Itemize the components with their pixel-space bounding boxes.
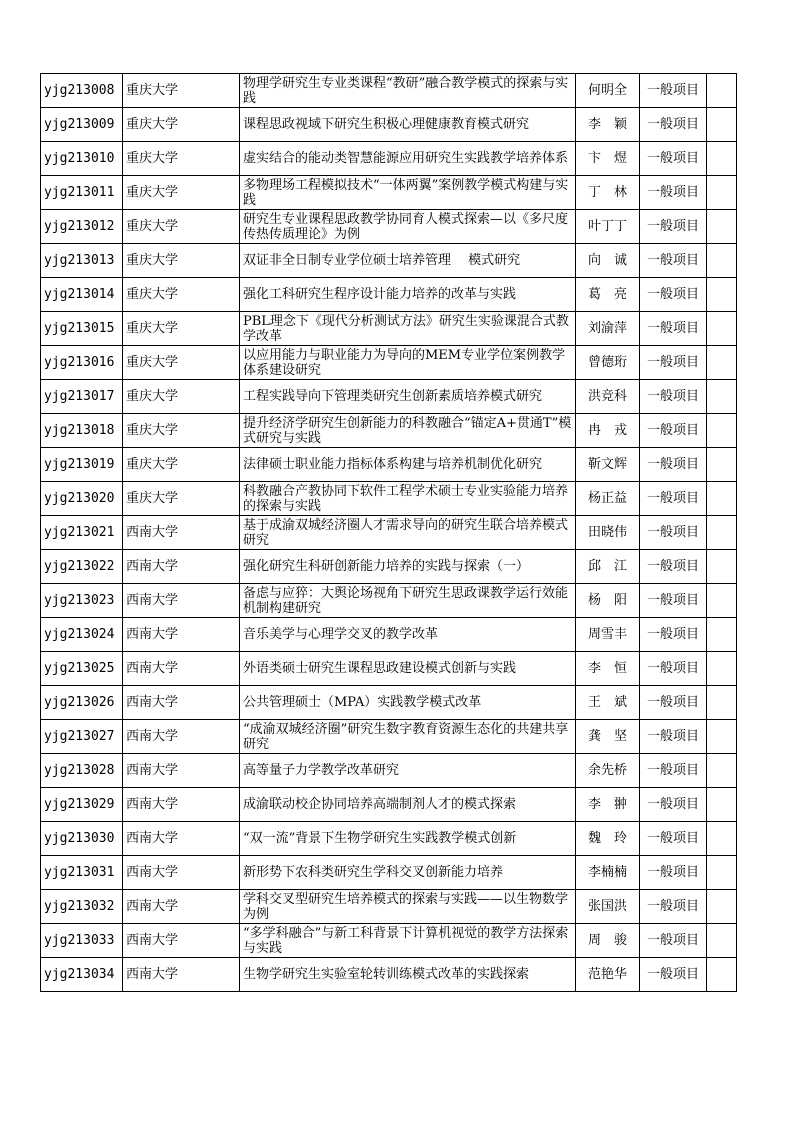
leader-cell: 杨 阳 <box>576 584 640 618</box>
project-id-cell: yjg213029 <box>41 788 123 822</box>
school-cell: 重庆大学 <box>123 380 240 414</box>
project-type-cell: 一般项目 <box>640 516 707 550</box>
school-cell: 重庆大学 <box>123 278 240 312</box>
project-title-cell: 新形势下农科类研究生学科交叉创新能力培养 <box>240 856 576 890</box>
project-type-cell: 一般项目 <box>640 74 707 108</box>
leader-cell: 李 颖 <box>576 108 640 142</box>
table-row <box>41 108 737 142</box>
project-id-cell: yjg213020 <box>41 482 123 516</box>
project-title-cell: 基于成渝双城经济圈人才需求导向的研究生联合培养模式研究 <box>240 516 576 550</box>
school-cell: 西南大学 <box>123 958 240 992</box>
school-cell: 西南大学 <box>123 584 240 618</box>
school-cell: 西南大学 <box>123 618 240 652</box>
project-id-cell: yjg213017 <box>41 380 123 414</box>
table-row <box>41 890 737 924</box>
note-cell <box>707 244 737 278</box>
table-row <box>41 958 737 992</box>
note-cell <box>707 414 737 448</box>
project-type-cell: 一般项目 <box>640 788 707 822</box>
project-id-cell: yjg213026 <box>41 686 123 720</box>
leader-cell: 葛 亮 <box>576 278 640 312</box>
school-cell: 重庆大学 <box>123 482 240 516</box>
project-title-cell: 强化研究生科研创新能力培养的实践与探索（一） <box>240 550 576 584</box>
project-type-cell: 一般项目 <box>640 278 707 312</box>
note-cell <box>707 448 737 482</box>
table-row <box>41 822 737 856</box>
table-row <box>41 482 737 516</box>
school-cell: 西南大学 <box>123 652 240 686</box>
project-id-cell: yjg213028 <box>41 754 123 788</box>
note-cell <box>707 346 737 380</box>
project-id-cell: yjg213008 <box>41 74 123 108</box>
table-row <box>41 652 737 686</box>
project-type-cell: 一般项目 <box>640 414 707 448</box>
project-id-cell: yjg213021 <box>41 516 123 550</box>
table-row <box>41 516 737 550</box>
leader-cell: 田晓伟 <box>576 516 640 550</box>
project-type-cell: 一般项目 <box>640 890 707 924</box>
table-row <box>41 414 737 448</box>
project-id-cell: yjg213013 <box>41 244 123 278</box>
leader-cell: 范艳华 <box>576 958 640 992</box>
project-title-cell: 多物理场工程模拟技术“一体两翼”案例教学模式构建与实践 <box>240 176 576 210</box>
project-title-cell: 生物学研究生实验室轮转训练模式改革的实践探索 <box>240 958 576 992</box>
note-cell <box>707 856 737 890</box>
note-cell <box>707 176 737 210</box>
school-cell: 西南大学 <box>123 856 240 890</box>
table-row <box>41 550 737 584</box>
project-table <box>40 73 737 992</box>
note-cell <box>707 822 737 856</box>
school-cell: 西南大学 <box>123 822 240 856</box>
project-id-cell: yjg213032 <box>41 890 123 924</box>
project-title-cell: 双证非全日制专业学位硕士培养管理 模式研究 <box>240 244 576 278</box>
project-title-cell: 以应用能力与职业能力为导向的MEM专业学位案例教学体系建设研究 <box>240 346 576 380</box>
leader-cell: 靳文辉 <box>576 448 640 482</box>
note-cell <box>707 210 737 244</box>
school-cell: 重庆大学 <box>123 176 240 210</box>
project-type-cell: 一般项目 <box>640 176 707 210</box>
table-row <box>41 312 737 346</box>
project-title-cell: 成渝联动校企协同培养高端制剂人才的模式探索 <box>240 788 576 822</box>
school-cell: 重庆大学 <box>123 108 240 142</box>
project-title-cell: 学科交叉型研究生培养模式的探索与实践——以生物数学为例 <box>240 890 576 924</box>
project-title-cell: 高等量子力学教学改革研究 <box>240 754 576 788</box>
school-cell: 西南大学 <box>123 924 240 958</box>
leader-cell: 余先桥 <box>576 754 640 788</box>
project-title-cell: “双一流”背景下生物学研究生实践教学模式创新 <box>240 822 576 856</box>
school-cell: 重庆大学 <box>123 346 240 380</box>
project-title-cell: 科教融合产教协同下软件工程学术硕士专业实验能力培养的探索与实践 <box>240 482 576 516</box>
leader-cell: 魏 玲 <box>576 822 640 856</box>
project-title-cell: 虚实结合的能动类智慧能源应用研究生实践教学培养体系 <box>240 142 576 176</box>
project-title-cell: 工程实践导向下管理类研究生创新素质培养模式研究 <box>240 380 576 414</box>
table-row <box>41 924 737 958</box>
project-title-cell: 研究生专业课程思政教学协同育人模式探索—以《多尺度传热传质理论》为例 <box>240 210 576 244</box>
project-table-body <box>41 74 737 992</box>
table-row <box>41 244 737 278</box>
project-id-cell: yjg213014 <box>41 278 123 312</box>
table-row <box>41 686 737 720</box>
project-id-cell: yjg213012 <box>41 210 123 244</box>
table-row <box>41 74 737 108</box>
leader-cell: 杨正益 <box>576 482 640 516</box>
note-cell <box>707 618 737 652</box>
project-type-cell: 一般项目 <box>640 754 707 788</box>
project-id-cell: yjg213015 <box>41 312 123 346</box>
project-title-cell: 物理学研究生专业类课程“教研”融合教学模式的探索与实践 <box>240 74 576 108</box>
leader-cell: 叶丁丁 <box>576 210 640 244</box>
table-row <box>41 788 737 822</box>
leader-cell: 向 诚 <box>576 244 640 278</box>
table-row <box>41 210 737 244</box>
school-cell: 重庆大学 <box>123 244 240 278</box>
project-type-cell: 一般项目 <box>640 720 707 754</box>
school-cell: 西南大学 <box>123 550 240 584</box>
project-type-cell: 一般项目 <box>640 312 707 346</box>
project-type-cell: 一般项目 <box>640 822 707 856</box>
leader-cell: 何明全 <box>576 74 640 108</box>
project-id-cell: yjg213034 <box>41 958 123 992</box>
table-row <box>41 618 737 652</box>
table-row <box>41 278 737 312</box>
note-cell <box>707 278 737 312</box>
project-id-cell: yjg213018 <box>41 414 123 448</box>
leader-cell: 王 斌 <box>576 686 640 720</box>
table-row <box>41 754 737 788</box>
project-id-cell: yjg213025 <box>41 652 123 686</box>
project-id-cell: yjg213024 <box>41 618 123 652</box>
leader-cell: 周雪丰 <box>576 618 640 652</box>
project-title-cell: 课程思政视域下研究生积极心理健康教育模式研究 <box>240 108 576 142</box>
leader-cell: 刘渝萍 <box>576 312 640 346</box>
project-title-cell: 公共管理硕士（MPA）实践教学模式改革 <box>240 686 576 720</box>
project-id-cell: yjg213030 <box>41 822 123 856</box>
project-title-cell: 强化工科研究生程序设计能力培养的改革与实践 <box>240 278 576 312</box>
note-cell <box>707 686 737 720</box>
table-row <box>41 448 737 482</box>
table-row <box>41 142 737 176</box>
note-cell <box>707 652 737 686</box>
note-cell <box>707 142 737 176</box>
project-type-cell: 一般项目 <box>640 618 707 652</box>
table-row <box>41 856 737 890</box>
project-type-cell: 一般项目 <box>640 380 707 414</box>
project-type-cell: 一般项目 <box>640 108 707 142</box>
school-cell: 西南大学 <box>123 754 240 788</box>
leader-cell: 洪竞科 <box>576 380 640 414</box>
project-id-cell: yjg213011 <box>41 176 123 210</box>
school-cell: 西南大学 <box>123 788 240 822</box>
school-cell: 西南大学 <box>123 720 240 754</box>
project-type-cell: 一般项目 <box>640 244 707 278</box>
leader-cell: 邱 江 <box>576 550 640 584</box>
project-type-cell: 一般项目 <box>640 958 707 992</box>
note-cell <box>707 924 737 958</box>
leader-cell: 李 翀 <box>576 788 640 822</box>
project-id-cell: yjg213019 <box>41 448 123 482</box>
school-cell: 重庆大学 <box>123 312 240 346</box>
leader-cell: 张国洪 <box>576 890 640 924</box>
note-cell <box>707 74 737 108</box>
school-cell: 西南大学 <box>123 516 240 550</box>
project-type-cell: 一般项目 <box>640 550 707 584</box>
leader-cell: 龚 坚 <box>576 720 640 754</box>
project-type-cell: 一般项目 <box>640 448 707 482</box>
leader-cell: 丁 林 <box>576 176 640 210</box>
project-type-cell: 一般项目 <box>640 856 707 890</box>
leader-cell: 冉 戎 <box>576 414 640 448</box>
project-id-cell: yjg213022 <box>41 550 123 584</box>
project-type-cell: 一般项目 <box>640 652 707 686</box>
school-cell: 西南大学 <box>123 890 240 924</box>
project-title-cell: 备虑与应猝：大舆论场视角下研究生思政课教学运行效能机制构建研究 <box>240 584 576 618</box>
project-title-cell: “成渝双城经济圈”研究生数字教育资源生态化的共建共享研究 <box>240 720 576 754</box>
school-cell: 重庆大学 <box>123 414 240 448</box>
project-type-cell: 一般项目 <box>640 142 707 176</box>
note-cell <box>707 788 737 822</box>
school-cell: 重庆大学 <box>123 74 240 108</box>
project-title-cell: PBL理念下《现代分析测试方法》研究生实验课混合式教学改革 <box>240 312 576 346</box>
table-row <box>41 584 737 618</box>
project-type-cell: 一般项目 <box>640 482 707 516</box>
project-title-cell: 音乐美学与心理学交叉的教学改革 <box>240 618 576 652</box>
note-cell <box>707 516 737 550</box>
note-cell <box>707 312 737 346</box>
project-type-cell: 一般项目 <box>640 346 707 380</box>
table-row <box>41 176 737 210</box>
note-cell <box>707 720 737 754</box>
note-cell <box>707 482 737 516</box>
note-cell <box>707 108 737 142</box>
leader-cell: 曾德珩 <box>576 346 640 380</box>
school-cell: 重庆大学 <box>123 210 240 244</box>
project-type-cell: 一般项目 <box>640 924 707 958</box>
note-cell <box>707 890 737 924</box>
table-row <box>41 720 737 754</box>
project-title-cell: “多学科融合”与新工科背景下计算机视觉的教学方法探索与实践 <box>240 924 576 958</box>
project-id-cell: yjg213010 <box>41 142 123 176</box>
project-id-cell: yjg213009 <box>41 108 123 142</box>
project-id-cell: yjg213027 <box>41 720 123 754</box>
leader-cell: 卞 煜 <box>576 142 640 176</box>
project-id-cell: yjg213033 <box>41 924 123 958</box>
project-id-cell: yjg213031 <box>41 856 123 890</box>
project-id-cell: yjg213023 <box>41 584 123 618</box>
project-id-cell: yjg213016 <box>41 346 123 380</box>
project-type-cell: 一般项目 <box>640 584 707 618</box>
table-row <box>41 380 737 414</box>
table-row <box>41 346 737 380</box>
school-cell: 重庆大学 <box>123 448 240 482</box>
school-cell: 重庆大学 <box>123 142 240 176</box>
leader-cell: 周 骏 <box>576 924 640 958</box>
school-cell: 西南大学 <box>123 686 240 720</box>
project-type-cell: 一般项目 <box>640 210 707 244</box>
note-cell <box>707 584 737 618</box>
project-type-cell: 一般项目 <box>640 686 707 720</box>
project-title-cell: 提升经济学研究生创新能力的科教融合“锚定A+贯通T”模式研究与实践 <box>240 414 576 448</box>
note-cell <box>707 958 737 992</box>
project-title-cell: 法律硕士职业能力指标体系构建与培养机制优化研究 <box>240 448 576 482</box>
note-cell <box>707 550 737 584</box>
project-title-cell: 外语类硕士研究生课程思政建设模式创新与实践 <box>240 652 576 686</box>
note-cell <box>707 380 737 414</box>
leader-cell: 李 恒 <box>576 652 640 686</box>
leader-cell: 李楠楠 <box>576 856 640 890</box>
note-cell <box>707 754 737 788</box>
